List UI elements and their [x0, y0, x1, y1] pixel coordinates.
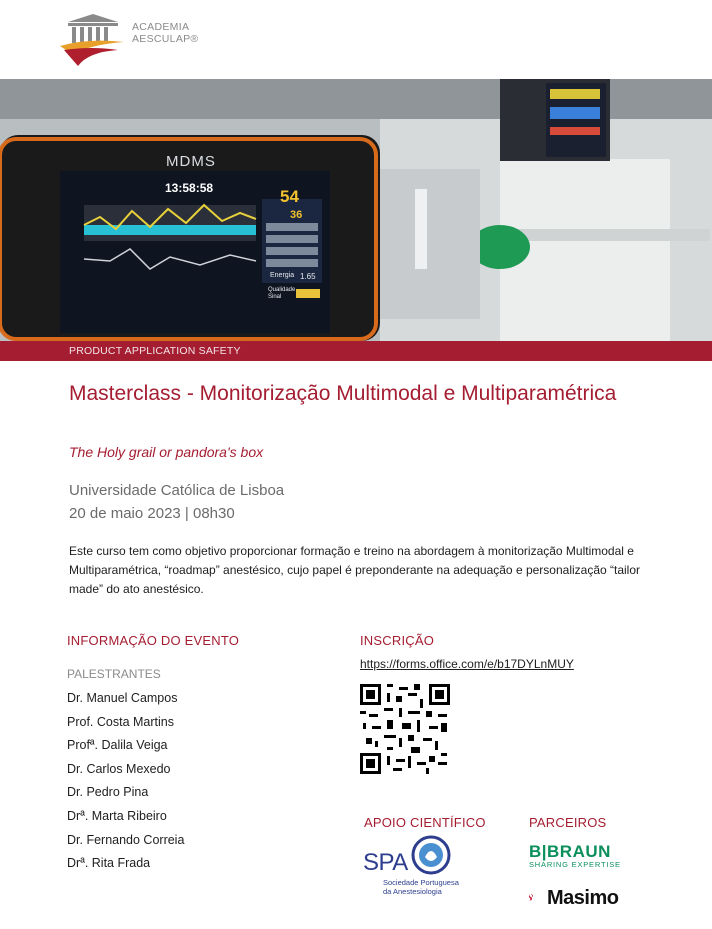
- spa-emblem-icon: [411, 835, 451, 875]
- speaker-item: Drª. Rita Frada: [67, 856, 151, 871]
- spa-caption-line-2: da Anestesiologia: [383, 886, 442, 896]
- monitor-energy-value: 1.65: [300, 272, 316, 281]
- event-title: Masterclass - Monitorização Multimodal e Multiparamétrica: [69, 382, 617, 405]
- academia-aesculap-logo: [58, 12, 198, 70]
- bbraun-tagline: SHARING EXPERTISE: [529, 860, 621, 869]
- spa-caption: [383, 879, 459, 896]
- monitor-value-secondary: 36: [290, 209, 303, 221]
- bbraun-logo: [529, 842, 621, 869]
- spa-abbreviation: SPA: [363, 849, 408, 876]
- scientific-support-heading: APOIO CIENTÍFICO: [364, 815, 486, 830]
- monitor-brand: MDMS: [166, 153, 216, 170]
- event-description: Este curso tem como objetivo proporcionar formação e treino na abordagem à monitorização Multimodal e Multiparamétrica, “roadmap” anestésico, cujo papel é preponderante na adequação e personalização “tailor made” do ato anestésico.: [69, 544, 641, 596]
- category-band: [0, 341, 712, 361]
- event-subtitle: The Holy grail or pandora's box: [69, 444, 264, 460]
- speaker-item: Dr. Manuel Campos: [67, 691, 178, 705]
- event-info-heading: INFORMAÇÃO DO EVENTO: [67, 633, 240, 648]
- event-date: 20 de maio 2023 | 08h30: [69, 505, 235, 522]
- monitor-energy-label: Energia: [270, 272, 295, 279]
- speaker-item: Drª. Marta Ribeiro: [67, 808, 167, 823]
- monitor-value-main: 54: [280, 187, 299, 206]
- speaker-item: Dr. Pedro Pina: [67, 785, 149, 800]
- registration-heading: INSCRIÇÃO: [360, 633, 435, 648]
- category-label: PRODUCT APPLICATION SAFETY: [69, 345, 241, 357]
- speaker-item: Dr. Carlos Mexedo: [67, 761, 171, 776]
- event-venue: Universidade Católica de Lisboa: [69, 482, 285, 499]
- registration-link[interactable]: https://forms.office.com/e/b17DYLnMUY: [360, 657, 574, 671]
- speakers-label: PALESTRANTES: [67, 667, 161, 681]
- logo-line-1: ACADEMIA: [132, 21, 190, 33]
- spa-caption-line-1: Sociedade Portuguesa: [383, 878, 459, 887]
- partners-heading: PARCEIROS: [529, 815, 607, 830]
- masimo-name: Masimo: [547, 887, 619, 909]
- speakers-list: [67, 689, 184, 878]
- logo-line-2: AESCULAP®: [132, 33, 199, 45]
- temple-icon: [58, 12, 128, 70]
- monitor-time: 13:58:58: [165, 181, 214, 195]
- hero-photo: [0, 79, 712, 341]
- speaker-item: Dr. Fernando Correia: [67, 832, 185, 847]
- bbraun-name: B|BRAUN: [529, 842, 611, 861]
- monitor-quality-label: Qualidade Sinal: [268, 287, 296, 300]
- masimo-logo: [529, 880, 547, 914]
- registration-qr-code[interactable]: [360, 684, 450, 774]
- speaker-item: Prof. Costa Martins: [67, 714, 174, 729]
- hospital-monitor-photo: [0, 79, 712, 341]
- speaker-item: Profª. Dalila Veiga: [67, 738, 168, 753]
